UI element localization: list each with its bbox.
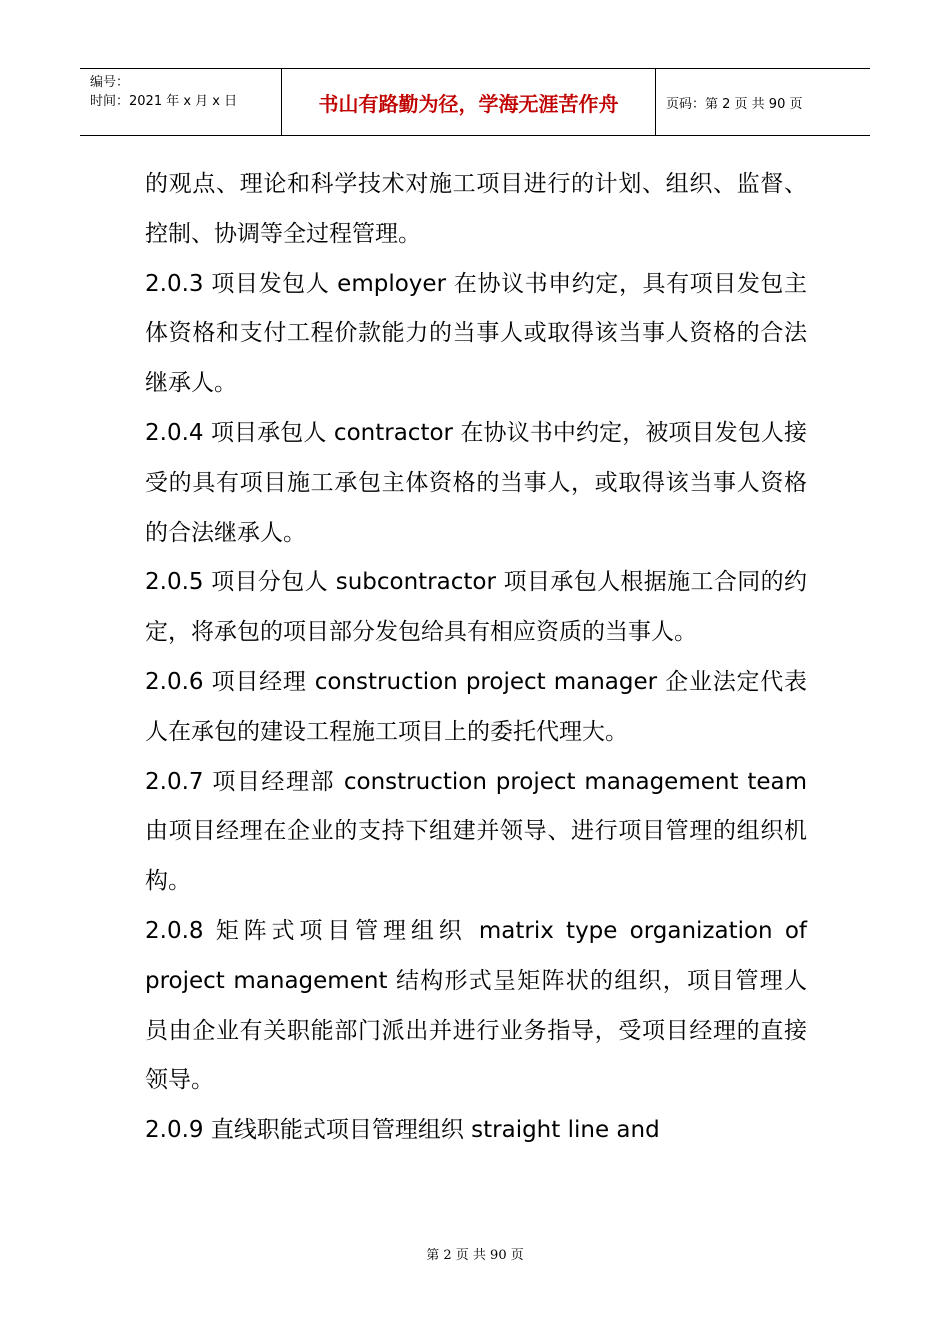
page-footer: 第 2 页 共 90 页 <box>426 1248 524 1263</box>
header-motto-cell <box>282 69 656 135</box>
page-header <box>80 68 870 136</box>
paragraph: 2.0.6 项目经理 construction project manager 企业法定代表人在承包的建设工程施工项目上的委托代理大。 <box>145 668 807 745</box>
paragraph: 2.0.4 项目承包人 contractor 在协议书中约定，被项目发包人接受的具有项目施工承包主体资格的当事人，或取得该当事人资格的合法继承人。 <box>145 419 807 546</box>
document-body <box>145 160 807 1156</box>
paragraph: 的观点、理论和科学技术对施工项目进行的计划、组织、监督、控制、协调等全过程管理。 <box>145 171 807 247</box>
header-motto: 书山有路勤为径，学海无涯苦作舟 <box>318 91 619 116</box>
document-number-label: 编号： <box>90 75 130 90</box>
paragraph: 2.0.5 项目分包人 subcontractor 项目承包人根据施工合同的约定，将承包的项目部分发包给具有相应资质的当事人。 <box>145 569 807 646</box>
paragraph: 2.0.7 项目经理部 construction project management team 由项目经理在企业的支持下组建并领导、进行项目管理的组织机构。 <box>145 768 807 895</box>
document-date-label: 时间：2021 年 x 月 x 日 <box>90 94 238 109</box>
header-page-cell <box>656 69 870 135</box>
header-page-number: 页码：第 2 页 共 90 页 <box>666 96 803 112</box>
paragraph: 2.0.9 直线职能式项目管理组织 straight line and <box>145 1117 660 1144</box>
header-info-cell <box>80 69 282 135</box>
paragraph: 2.0.3 项目发包人 employer 在协议书申约定，具有项目发包主体资格和支付工程价款能力的当事人或取得该当事人资格的合法继承人。 <box>145 270 807 397</box>
paragraph: 2.0.8 矩阵式项目管理组织 matrix type organization of project management 结构形式呈矩阵状的组织，项目管理人员由企业有关职能部门派出并进行业务指导，受项目经理的直接领导。 <box>145 917 807 1094</box>
